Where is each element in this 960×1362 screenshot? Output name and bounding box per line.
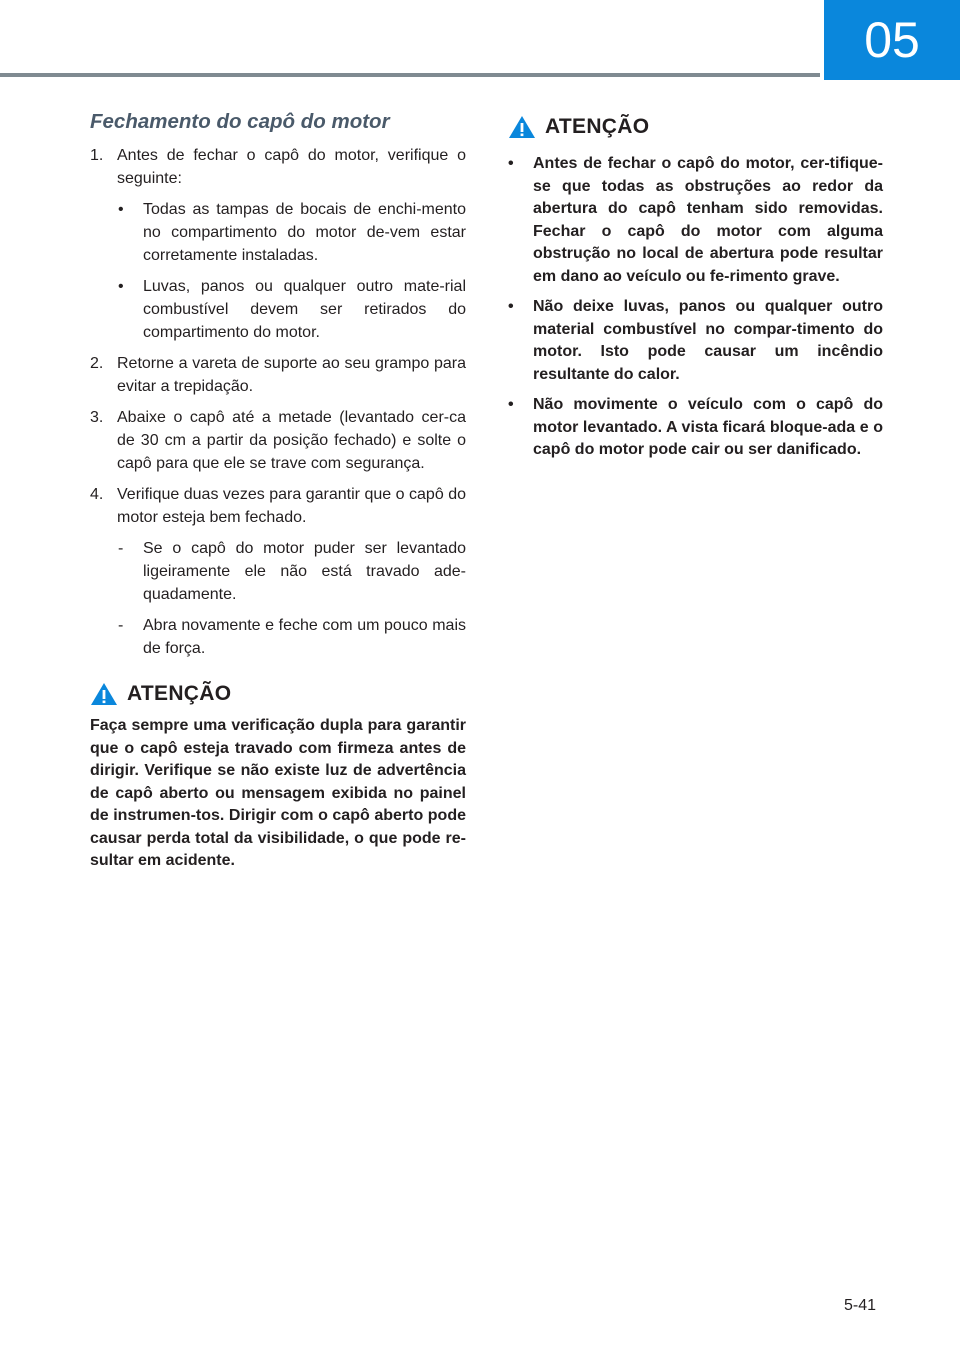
bullet-marker: •: [118, 201, 124, 218]
left-column: [90, 110, 466, 873]
sub-item: [117, 614, 466, 660]
sub-text: Se o capô do motor puder ser levantado ligeiramente ele não está travado ade-quadamente.: [143, 540, 466, 603]
warning-list: [508, 153, 883, 462]
warning-title: ATENÇÃO: [545, 115, 650, 138]
warning-body: [90, 715, 466, 873]
step-text: Retorne a vareta de suporte ao seu grampo para evitar a trepidação.: [117, 355, 466, 395]
warning-text: Faça sempre uma verificação dupla para garantir que o capô esteja travado com firmeza antes de dirigir. Verifique se não existe luz de advertência de capô aberto ou mensagem exibida no painel de instrumen-tos. Dirigir com o capô aberto pode causar perda total da visibilidade, o que pode re-sultar em acidente.: [90, 717, 466, 869]
chapter-number: 05: [864, 12, 920, 68]
warning-title: ATENÇÃO: [127, 682, 232, 705]
step-text: Abaixe o capô até a metade (levantado cer-ca de 30 cm a partir da posição fechado) e solte o capô para que ele se trave com segurança.: [117, 409, 466, 472]
step-text: Verifique duas vezes para garantir que o capô do motor esteja bem fechado.: [117, 486, 466, 526]
bullet-marker: •: [508, 155, 514, 172]
steps-list: [90, 144, 466, 660]
warning-header: [508, 115, 883, 139]
dash-marker: -: [118, 540, 124, 557]
warning-item-text: Antes de fechar o capô do motor, cer-tifique-se que todas as obstruções ao redor da abertura do capô tenham sido removidas. Fechar o capô do motor com alguma obstrução no local de abertura pode resultar em dano ao veículo ou fe-rimento grave.: [533, 155, 883, 285]
warning-item-text: Não deixe luvas, panos ou qualquer outro material combustível no compar-timento do motor. Isto pode causar um incêndio resultante do calor.: [533, 298, 883, 383]
warning-header: [90, 682, 466, 706]
step-number: 2.: [90, 355, 104, 372]
step-item: [90, 483, 466, 660]
warning-item: [508, 153, 883, 288]
step-item: [90, 144, 466, 344]
warning-triangle-icon: [508, 115, 536, 139]
section-title: Fechamento do capô do motor: [90, 110, 390, 133]
warning-item: [508, 394, 883, 462]
step-number: 1.: [90, 147, 104, 164]
dash-marker: -: [118, 617, 124, 634]
sub-text: Todas as tampas de bocais de enchi-mento no compartimento do motor de-vem estar corretamente instaladas.: [143, 201, 466, 264]
header-rule: [0, 73, 820, 77]
chapter-tab: [824, 0, 960, 80]
warning-box-right: [508, 115, 883, 462]
step-text: Antes de fechar o capô do motor, verifique o seguinte:: [117, 147, 466, 187]
right-column: [508, 115, 883, 470]
sub-item: [117, 275, 466, 344]
sub-text: Abra novamente e feche com um pouco mais de força.: [143, 617, 466, 657]
warning-item: [508, 296, 883, 386]
sub-list: [117, 537, 466, 660]
sub-item: [117, 537, 466, 606]
step-item: [90, 352, 466, 398]
warning-box-left: [90, 682, 466, 873]
warning-item-text: Não movimente o veículo com o capô do motor levantado. A vista ficará bloque-ada e o capô do motor pode cair ou ser danificado.: [533, 396, 883, 458]
sub-item: [117, 198, 466, 267]
warning-triangle-icon: [90, 682, 118, 706]
bullet-marker: •: [508, 396, 514, 413]
step-number: 4.: [90, 486, 104, 503]
sub-text: Luvas, panos ou qualquer outro mate-rial combustível devem ser retirados do compartimento do motor.: [143, 278, 466, 341]
bullet-marker: •: [118, 278, 124, 295]
step-item: [90, 406, 466, 475]
page-number: 5-41: [844, 1297, 877, 1314]
sub-list: [117, 198, 466, 344]
bullet-marker: •: [508, 298, 514, 315]
step-number: 3.: [90, 409, 104, 426]
